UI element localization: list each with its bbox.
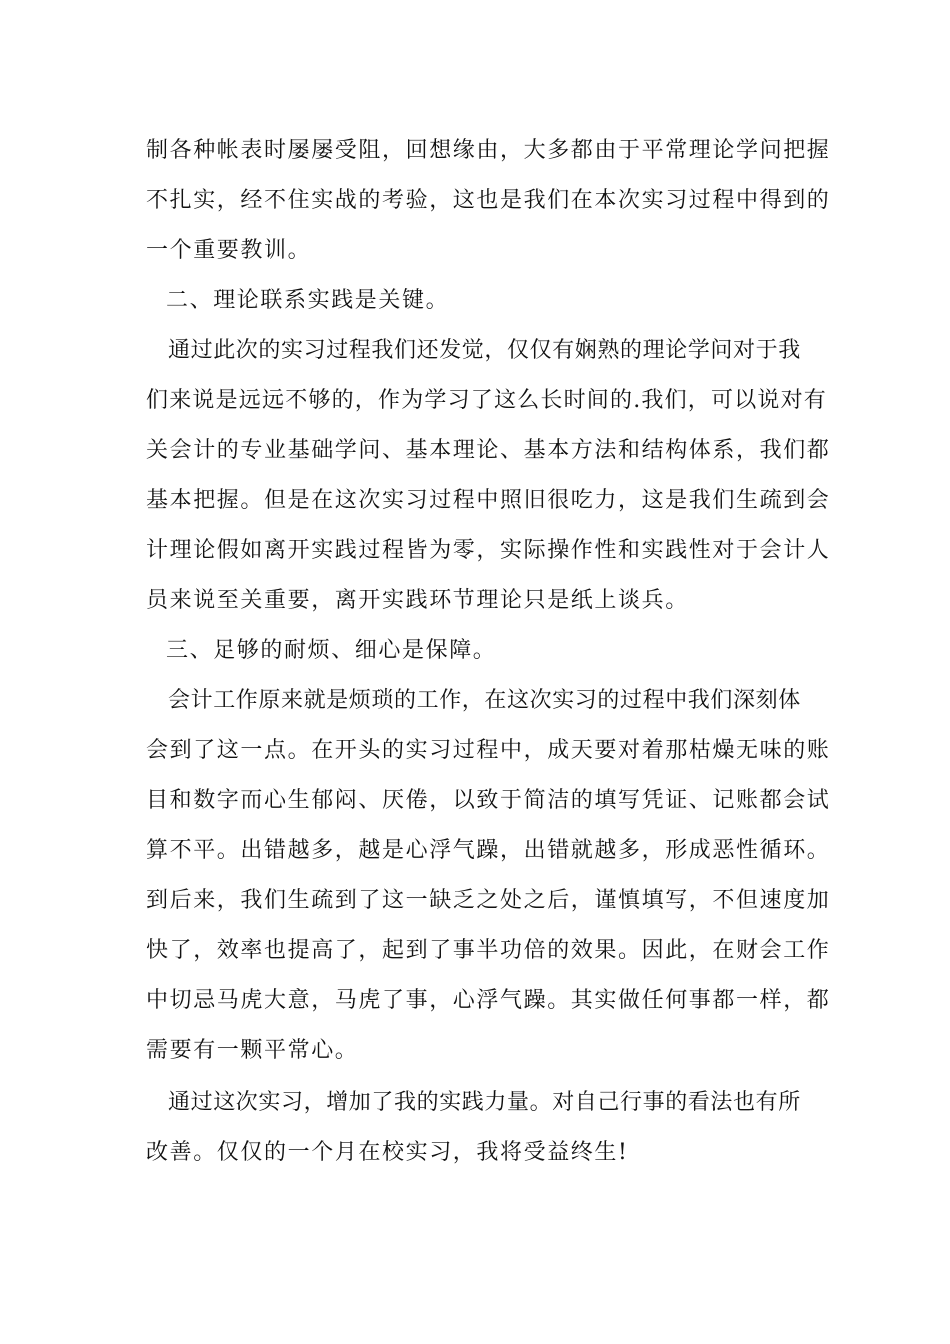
section-heading-2: 二、理论联系实践是关键。 xyxy=(166,288,450,313)
body-text-line: 改善。仅仅的一个月在校实习，我将受益终生! xyxy=(146,1140,629,1165)
body-text-line: 中切忌马虎大意，马虎了事，心浮气躁。其实做任何事都一样，都 xyxy=(146,988,831,1013)
body-text-line: 通过此次的实习过程我们还发觉，仅仅有娴熟的理论学问对于我 xyxy=(168,338,801,363)
body-text-line: 不扎实，经不住实战的考验，这也是我们在本次实习过程中得到的 xyxy=(146,188,831,213)
body-text-line: 员来说至关重要，离开实践环节理论只是纸上谈兵。 xyxy=(146,588,689,613)
body-text-line: 一个重要教训。 xyxy=(146,238,312,263)
body-text-line: 算不平。出错越多，越是心浮气躁，出错就越多，形成恶性循环。 xyxy=(146,838,831,863)
document-body xyxy=(146,126,831,1178)
section-heading-3: 三、足够的耐烦、细心是保障。 xyxy=(166,638,497,663)
body-text-line: 目和数字而心生郁闷、厌倦，以致于简洁的填写凭证、记账都会试 xyxy=(146,788,831,813)
body-text-line: 制各种帐表时屡屡受阻，回想缘由，大多都由于平常理论学问把握 xyxy=(146,138,831,163)
body-text-line: 快了，效率也提高了，起到了事半功倍的效果。因此，在财会工作 xyxy=(146,938,831,963)
body-text-line: 计理论假如离开实践过程皆为零，实际操作性和实践性对于会计人 xyxy=(146,538,831,563)
body-text-line: 会到了这一点。在开头的实习过程中，成天要对着那枯燥无味的账 xyxy=(146,738,831,763)
body-text-line: 到后来，我们生疏到了这一缺乏之处之后，谨慎填写，不但速度加 xyxy=(146,888,831,913)
body-text-line: 通过这次实习，增加了我的实践力量。对自己行事的看法也有所 xyxy=(168,1090,801,1115)
body-text-line: 基本把握。但是在这次实习过程中照旧很吃力，这是我们生疏到会 xyxy=(146,488,831,513)
body-text-line: 需要有一颗平常心。 xyxy=(146,1038,359,1063)
body-text-line: 关会计的专业基础学问、基本理论、基本方法和结构体系，我们都 xyxy=(146,438,831,463)
body-text-line: 会计工作原来就是烦琐的工作，在这次实习的过程中我们深刻体 xyxy=(168,688,801,713)
body-text-line: 们来说是远远不够的，作为学习了这么长时间的.我们，可以说对有 xyxy=(146,388,827,413)
